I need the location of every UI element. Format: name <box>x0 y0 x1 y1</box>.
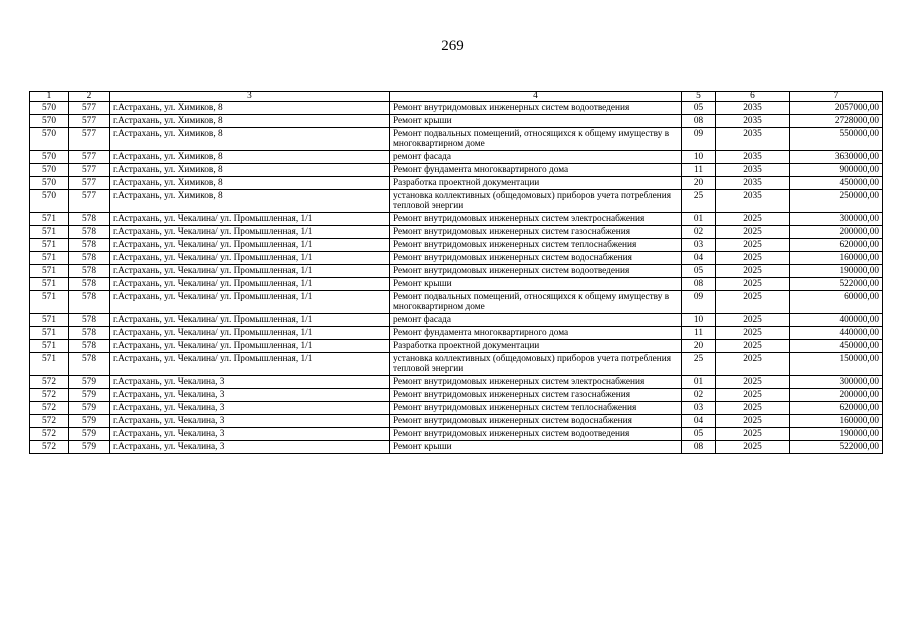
cost-cell: 450000,00 <box>790 340 883 353</box>
table-row <box>30 441 883 454</box>
year-cell: 2025 <box>716 226 790 239</box>
work-code-cell: 10 <box>682 151 716 164</box>
work-code-cell: 25 <box>682 190 716 213</box>
work-type-cell: Ремонт подвальных помещений, относящихся к общему имуществу в многоквартирном доме <box>390 291 682 314</box>
work-type-cell: Ремонт внутридомовых инженерных систем водоотведения <box>390 102 682 115</box>
record-number-cell: 572 <box>30 415 69 428</box>
work-code-cell: 02 <box>682 389 716 402</box>
record-number-cell: 570 <box>30 190 69 213</box>
house-number-cell: 577 <box>69 115 110 128</box>
cost-cell: 300000,00 <box>790 213 883 226</box>
work-code-cell: 05 <box>682 102 716 115</box>
table-row <box>30 353 883 376</box>
address-cell: г.Астрахань, ул. Чекалина/ ул. Промышленная, 1/1 <box>110 252 390 265</box>
work-type-cell: Ремонт подвальных помещений, относящихся к общему имуществу в многоквартирном доме <box>390 128 682 151</box>
year-cell: 2025 <box>716 314 790 327</box>
cost-cell: 620000,00 <box>790 239 883 252</box>
work-type-cell: Ремонт внутридомовых инженерных систем теплоснабжения <box>390 402 682 415</box>
work-code-cell: 04 <box>682 252 716 265</box>
work-type-cell: Ремонт внутридомовых инженерных систем теплоснабжения <box>390 239 682 252</box>
address-cell: г.Астрахань, ул. Чекалина/ ул. Промышленная, 1/1 <box>110 327 390 340</box>
house-number-cell: 578 <box>69 265 110 278</box>
column-header: 3 <box>110 92 390 102</box>
house-number-cell: 579 <box>69 441 110 454</box>
column-header: 7 <box>790 92 883 102</box>
house-number-cell: 579 <box>69 376 110 389</box>
year-cell: 2025 <box>716 327 790 340</box>
address-cell: г.Астрахань, ул. Чекалина/ ул. Промышленная, 1/1 <box>110 278 390 291</box>
record-number-cell: 571 <box>30 265 69 278</box>
year-cell: 2035 <box>716 102 790 115</box>
table-row <box>30 177 883 190</box>
record-number-cell: 570 <box>30 128 69 151</box>
address-cell: г.Астрахань, ул. Химиков, 8 <box>110 190 390 213</box>
column-header: 6 <box>716 92 790 102</box>
year-cell: 2035 <box>716 115 790 128</box>
table-row <box>30 102 883 115</box>
address-cell: г.Астрахань, ул. Чекалина/ ул. Промышленная, 1/1 <box>110 239 390 252</box>
work-type-cell: Ремонт фундамента многоквартирного дома <box>390 164 682 177</box>
house-number-cell: 578 <box>69 340 110 353</box>
record-number-cell: 571 <box>30 353 69 376</box>
work-code-cell: 02 <box>682 226 716 239</box>
cost-cell: 200000,00 <box>790 389 883 402</box>
cost-cell: 190000,00 <box>790 428 883 441</box>
record-number-cell: 571 <box>30 278 69 291</box>
year-cell: 2035 <box>716 190 790 213</box>
work-type-cell: Ремонт внутридомовых инженерных систем электроснабжения <box>390 376 682 389</box>
work-type-cell: Ремонт внутридомовых инженерных систем водоснабжения <box>390 252 682 265</box>
cost-cell: 200000,00 <box>790 226 883 239</box>
cost-cell: 522000,00 <box>790 278 883 291</box>
work-code-cell: 01 <box>682 376 716 389</box>
house-number-cell: 577 <box>69 164 110 177</box>
work-code-cell: 25 <box>682 353 716 376</box>
work-type-cell: Ремонт фундамента многоквартирного дома <box>390 327 682 340</box>
work-type-cell: Ремонт крыши <box>390 441 682 454</box>
work-type-cell: установка коллективных (общедомовых) приборов учета потребления тепловой энергии <box>390 353 682 376</box>
work-type-cell: Ремонт внутридомовых инженерных систем газоснабжения <box>390 226 682 239</box>
work-type-cell: Ремонт внутридомовых инженерных систем водоотведения <box>390 265 682 278</box>
record-number-cell: 571 <box>30 291 69 314</box>
house-number-cell: 579 <box>69 415 110 428</box>
table-row <box>30 151 883 164</box>
house-number-cell: 578 <box>69 278 110 291</box>
cost-cell: 900000,00 <box>790 164 883 177</box>
table-row <box>30 265 883 278</box>
table-row <box>30 278 883 291</box>
year-cell: 2025 <box>716 265 790 278</box>
year-cell: 2035 <box>716 128 790 151</box>
cost-cell: 300000,00 <box>790 376 883 389</box>
table-row <box>30 239 883 252</box>
year-cell: 2035 <box>716 164 790 177</box>
year-cell: 2025 <box>716 415 790 428</box>
cost-cell: 150000,00 <box>790 353 883 376</box>
address-cell: г.Астрахань, ул. Чекалина/ ул. Промышленная, 1/1 <box>110 353 390 376</box>
work-type-cell: Ремонт внутридомовых инженерных систем водоснабжения <box>390 415 682 428</box>
table-row <box>30 252 883 265</box>
table-row <box>30 376 883 389</box>
year-cell: 2025 <box>716 376 790 389</box>
table-row <box>30 327 883 340</box>
column-header: 2 <box>69 92 110 102</box>
address-cell: г.Астрахань, ул. Химиков, 8 <box>110 151 390 164</box>
cost-cell: 550000,00 <box>790 128 883 151</box>
work-type-cell: Ремонт крыши <box>390 278 682 291</box>
house-number-cell: 578 <box>69 226 110 239</box>
address-cell: г.Астрахань, ул. Чекалина/ ул. Промышленная, 1/1 <box>110 213 390 226</box>
house-number-cell: 579 <box>69 389 110 402</box>
table-row <box>30 213 883 226</box>
house-number-cell: 577 <box>69 177 110 190</box>
year-cell: 2025 <box>716 389 790 402</box>
work-code-cell: 11 <box>682 164 716 177</box>
table-row <box>30 115 883 128</box>
year-cell: 2025 <box>716 402 790 415</box>
address-cell: г.Астрахань, ул. Чекалина/ ул. Промышленная, 1/1 <box>110 265 390 278</box>
address-cell: г.Астрахань, ул. Химиков, 8 <box>110 102 390 115</box>
house-number-cell: 578 <box>69 252 110 265</box>
table-row <box>30 314 883 327</box>
address-cell: г.Астрахань, ул. Химиков, 8 <box>110 164 390 177</box>
year-cell: 2025 <box>716 353 790 376</box>
record-number-cell: 572 <box>30 441 69 454</box>
cost-cell: 250000,00 <box>790 190 883 213</box>
record-number-cell: 572 <box>30 376 69 389</box>
cost-cell: 440000,00 <box>790 327 883 340</box>
house-number-cell: 578 <box>69 314 110 327</box>
work-code-cell: 05 <box>682 428 716 441</box>
year-cell: 2025 <box>716 239 790 252</box>
house-number-cell: 578 <box>69 353 110 376</box>
work-type-cell: Разработка проектной документации <box>390 177 682 190</box>
house-number-cell: 579 <box>69 428 110 441</box>
year-cell: 2025 <box>716 428 790 441</box>
address-cell: г.Астрахань, ул. Химиков, 8 <box>110 128 390 151</box>
works-table <box>29 91 883 454</box>
work-code-cell: 08 <box>682 278 716 291</box>
cost-cell: 160000,00 <box>790 415 883 428</box>
work-code-cell: 09 <box>682 291 716 314</box>
work-code-cell: 11 <box>682 327 716 340</box>
address-cell: г.Астрахань, ул. Чекалина, 3 <box>110 415 390 428</box>
record-number-cell: 571 <box>30 314 69 327</box>
table-row <box>30 428 883 441</box>
cost-cell: 2057000,00 <box>790 102 883 115</box>
page-number: 269 <box>441 38 464 54</box>
work-type-cell: установка коллективных (общедомовых) приборов учета потребления тепловой энергии <box>390 190 682 213</box>
record-number-cell: 571 <box>30 239 69 252</box>
cost-cell: 3630000,00 <box>790 151 883 164</box>
address-cell: г.Астрахань, ул. Чекалина, 3 <box>110 389 390 402</box>
record-number-cell: 571 <box>30 340 69 353</box>
record-number-cell: 570 <box>30 151 69 164</box>
table-row <box>30 164 883 177</box>
cost-cell: 2728000,00 <box>790 115 883 128</box>
work-type-cell: Разработка проектной документации <box>390 340 682 353</box>
address-cell: г.Астрахань, ул. Чекалина, 3 <box>110 376 390 389</box>
house-number-cell: 577 <box>69 151 110 164</box>
record-number-cell: 572 <box>30 389 69 402</box>
address-cell: г.Астрахань, ул. Чекалина, 3 <box>110 428 390 441</box>
record-number-cell: 572 <box>30 428 69 441</box>
year-cell: 2035 <box>716 151 790 164</box>
address-cell: г.Астрахань, ул. Чекалина/ ул. Промышленная, 1/1 <box>110 291 390 314</box>
work-code-cell: 04 <box>682 415 716 428</box>
record-number-cell: 571 <box>30 213 69 226</box>
house-number-cell: 578 <box>69 213 110 226</box>
house-number-cell: 579 <box>69 402 110 415</box>
record-number-cell: 571 <box>30 327 69 340</box>
header-row <box>30 92 883 102</box>
column-header: 1 <box>30 92 69 102</box>
work-code-cell: 08 <box>682 441 716 454</box>
year-cell: 2025 <box>716 291 790 314</box>
year-cell: 2025 <box>716 278 790 291</box>
table-row <box>30 389 883 402</box>
address-cell: г.Астрахань, ул. Чекалина, 3 <box>110 441 390 454</box>
address-cell: г.Астрахань, ул. Чекалина, 3 <box>110 402 390 415</box>
table-row <box>30 190 883 213</box>
cost-cell: 400000,00 <box>790 314 883 327</box>
year-cell: 2025 <box>716 441 790 454</box>
cost-cell: 60000,00 <box>790 291 883 314</box>
table-row <box>30 340 883 353</box>
year-cell: 2025 <box>716 252 790 265</box>
column-header: 4 <box>390 92 682 102</box>
work-type-cell: Ремонт внутридомовых инженерных систем газоснабжения <box>390 389 682 402</box>
work-code-cell: 20 <box>682 340 716 353</box>
work-type-cell: ремонт фасада <box>390 314 682 327</box>
house-number-cell: 578 <box>69 291 110 314</box>
address-cell: г.Астрахань, ул. Химиков, 8 <box>110 177 390 190</box>
address-cell: г.Астрахань, ул. Чекалина/ ул. Промышленная, 1/1 <box>110 226 390 239</box>
address-cell: г.Астрахань, ул. Чекалина/ ул. Промышленная, 1/1 <box>110 314 390 327</box>
work-code-cell: 08 <box>682 115 716 128</box>
table-body <box>30 102 883 454</box>
cost-cell: 190000,00 <box>790 265 883 278</box>
table-row <box>30 128 883 151</box>
record-number-cell: 570 <box>30 164 69 177</box>
work-type-cell: ремонт фасада <box>390 151 682 164</box>
table-row <box>30 415 883 428</box>
work-code-cell: 10 <box>682 314 716 327</box>
house-number-cell: 578 <box>69 327 110 340</box>
address-cell: г.Астрахань, ул. Чекалина/ ул. Промышленная, 1/1 <box>110 340 390 353</box>
work-code-cell: 01 <box>682 213 716 226</box>
cost-cell: 450000,00 <box>790 177 883 190</box>
column-header: 5 <box>682 92 716 102</box>
record-number-cell: 570 <box>30 177 69 190</box>
cost-cell: 160000,00 <box>790 252 883 265</box>
record-number-cell: 570 <box>30 102 69 115</box>
house-number-cell: 577 <box>69 190 110 213</box>
work-code-cell: 03 <box>682 402 716 415</box>
work-type-cell: Ремонт крыши <box>390 115 682 128</box>
year-cell: 2025 <box>716 340 790 353</box>
work-type-cell: Ремонт внутридомовых инженерных систем электроснабжения <box>390 213 682 226</box>
record-number-cell: 571 <box>30 252 69 265</box>
address-cell: г.Астрахань, ул. Химиков, 8 <box>110 115 390 128</box>
house-number-cell: 578 <box>69 239 110 252</box>
table-row <box>30 226 883 239</box>
table-row <box>30 402 883 415</box>
house-number-cell: 577 <box>69 102 110 115</box>
record-number-cell: 570 <box>30 115 69 128</box>
work-code-cell: 09 <box>682 128 716 151</box>
cost-cell: 620000,00 <box>790 402 883 415</box>
house-number-cell: 577 <box>69 128 110 151</box>
work-code-cell: 20 <box>682 177 716 190</box>
year-cell: 2035 <box>716 177 790 190</box>
work-type-cell: Ремонт внутридомовых инженерных систем водоотведения <box>390 428 682 441</box>
work-code-cell: 03 <box>682 239 716 252</box>
record-number-cell: 571 <box>30 226 69 239</box>
cost-cell: 522000,00 <box>790 441 883 454</box>
record-number-cell: 572 <box>30 402 69 415</box>
table-row <box>30 291 883 314</box>
year-cell: 2025 <box>716 213 790 226</box>
work-code-cell: 05 <box>682 265 716 278</box>
